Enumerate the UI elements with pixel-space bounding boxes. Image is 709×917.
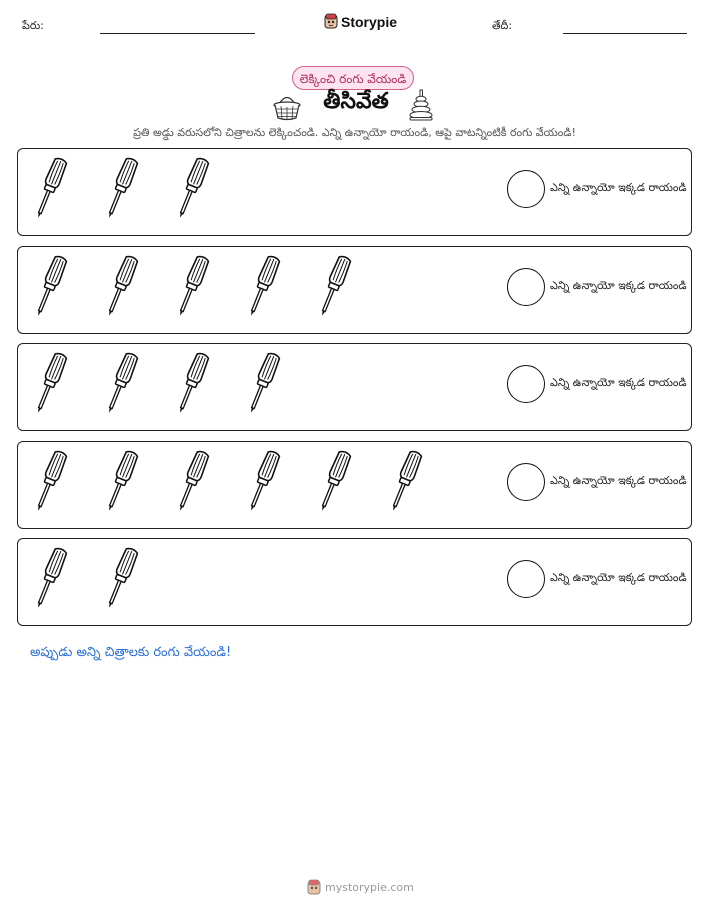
screwdriver-icon[interactable] [99,448,143,514]
answer-label: ఎన్ని ఉన్నాయో ఇక్కడ రాయండి [550,376,687,389]
answer-label: ఎన్ని ఉన్నాయో ఇక్కడ రాయండి [550,181,687,194]
answer-label: ఎన్ని ఉన్నాయో ఇక్కడ రాయండి [550,571,687,584]
answer-label: ఎన్ని ఉన్నాయో ఇక్కడ రాయండి [550,474,687,487]
date-label: తేదీ: [492,19,513,32]
screwdriver-icon[interactable] [28,350,72,416]
storypie-logo-icon [324,13,338,30]
screwdriver-icon[interactable] [99,253,143,319]
brand [324,13,397,30]
counting-row [17,246,692,334]
footer-note: అప్పుడు అన్ని చిత్రాలకు రంగు వేయండి! [30,645,232,660]
screwdriver-icon[interactable] [99,350,143,416]
answer-circle[interactable] [507,365,545,403]
footer-brand [307,879,414,896]
screwdriver-icon[interactable] [28,448,72,514]
counting-row [17,343,692,431]
screwdriver-icon[interactable] [241,253,285,319]
name-line[interactable] [100,33,255,34]
screwdriver-icon[interactable] [170,350,214,416]
screwdriver-icon[interactable] [28,545,72,611]
screwdriver-icon[interactable] [241,448,285,514]
brand-name: Storypie [341,13,398,30]
screwdriver-icon[interactable] [241,350,285,416]
screwdriver-icon[interactable] [28,253,72,319]
screwdriver-icon[interactable] [99,155,143,221]
storypie-logo-icon [307,879,321,896]
counting-row [17,148,692,236]
screwdriver-icon[interactable] [99,545,143,611]
answer-circle[interactable] [507,268,545,306]
name-label: పేరు: [22,19,44,32]
screwdriver-icon[interactable] [312,253,356,319]
screwdriver-icon[interactable] [383,448,427,514]
answer-circle[interactable] [507,170,545,208]
worksheet-tag: లెక్కించి రంగు వేయండి [292,66,414,90]
screwdriver-icon[interactable] [312,448,356,514]
counting-row [17,538,692,626]
footer-url: mystorypie.com [325,881,414,894]
screwdriver-icon[interactable] [170,253,214,319]
answer-label: ఎన్ని ఉన్నాయో ఇక్కడ రాయండి [550,279,687,292]
basket-icon [272,91,302,121]
page-title: తీసివేత [323,89,389,114]
answer-circle[interactable] [507,560,545,598]
counting-row [17,441,692,529]
stacking-rings-icon [408,89,434,121]
screwdriver-icon[interactable] [170,448,214,514]
date-line[interactable] [563,33,687,34]
answer-circle[interactable] [507,463,545,501]
screwdriver-icon[interactable] [28,155,72,221]
screwdriver-icon[interactable] [170,155,214,221]
instructions: ప్రతి అడ్డు వరుసలోని చిత్రాలను లెక్కించండి. ఎన్ని ఉన్నాయో రాయండి, ఆపై వాటన్నింటికీ రంగు వేయండి! [133,126,576,139]
